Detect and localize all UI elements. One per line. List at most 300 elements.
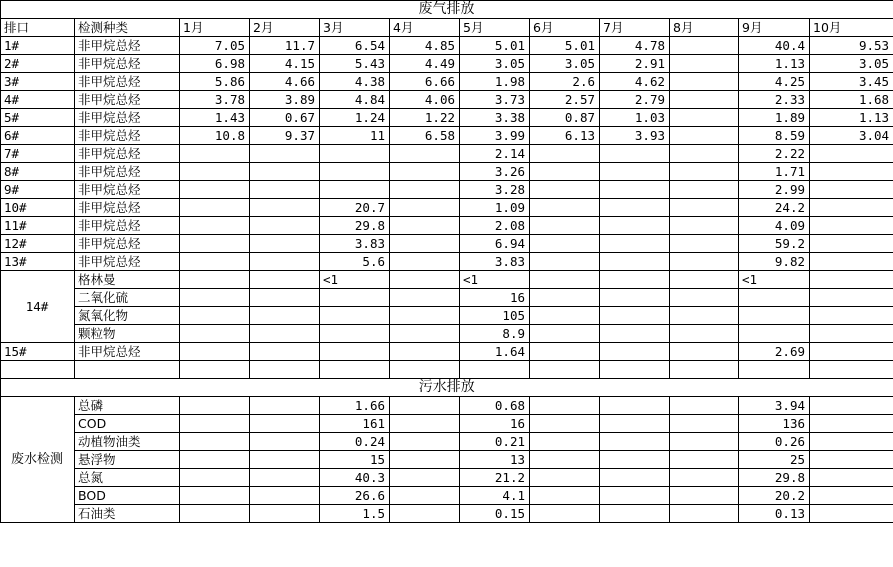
value-cell[interactable]	[530, 199, 600, 217]
value-cell[interactable]: 1.03	[600, 109, 670, 127]
value-cell[interactable]	[180, 343, 250, 361]
value-cell[interactable]: 1.13	[810, 109, 893, 127]
value-cell[interactable]	[180, 181, 250, 199]
value-cell[interactable]	[810, 433, 893, 451]
value-cell[interactable]: 1.43	[180, 109, 250, 127]
value-cell[interactable]	[530, 469, 600, 487]
value-cell[interactable]: 4.84	[320, 91, 390, 109]
value-cell[interactable]	[530, 145, 600, 163]
value-cell[interactable]: 161	[320, 415, 390, 433]
value-cell[interactable]	[180, 271, 250, 289]
value-cell[interactable]: 40.4	[739, 37, 810, 55]
value-cell[interactable]: 6.94	[460, 235, 530, 253]
type-cell[interactable]: 非甲烷总烃	[75, 343, 180, 361]
column-header[interactable]: 9月	[739, 19, 810, 37]
value-cell[interactable]	[180, 397, 250, 415]
value-cell[interactable]: 11.7	[250, 37, 320, 55]
value-cell[interactable]: 0.26	[739, 433, 810, 451]
value-cell[interactable]	[180, 469, 250, 487]
type-cell[interactable]: 非甲烷总烃	[75, 37, 180, 55]
value-cell[interactable]: 5.6	[320, 253, 390, 271]
value-cell[interactable]	[390, 199, 460, 217]
value-cell[interactable]: 3.45	[810, 73, 893, 91]
value-cell[interactable]: 0.68	[460, 397, 530, 415]
value-cell[interactable]: 11	[320, 127, 390, 145]
value-cell[interactable]: 29.8	[320, 217, 390, 235]
value-cell[interactable]	[530, 217, 600, 235]
value-cell[interactable]: <1	[460, 271, 530, 289]
value-cell[interactable]: <1	[739, 271, 810, 289]
value-cell[interactable]: 1.22	[390, 109, 460, 127]
value-cell[interactable]	[600, 235, 670, 253]
value-cell[interactable]	[670, 55, 739, 73]
value-cell[interactable]	[320, 343, 390, 361]
value-cell[interactable]	[670, 217, 739, 235]
type-cell[interactable]: BOD	[75, 487, 180, 505]
value-cell[interactable]: 29.8	[739, 469, 810, 487]
value-cell[interactable]	[250, 199, 320, 217]
value-cell[interactable]: 9.37	[250, 127, 320, 145]
value-cell[interactable]: 1.5	[320, 505, 390, 523]
value-cell[interactable]	[810, 145, 893, 163]
value-cell[interactable]	[180, 199, 250, 217]
value-cell[interactable]	[670, 181, 739, 199]
value-cell[interactable]: 15	[320, 451, 390, 469]
value-cell[interactable]: 3.73	[460, 91, 530, 109]
value-cell[interactable]	[810, 325, 893, 343]
value-cell[interactable]	[250, 505, 320, 523]
value-cell[interactable]	[670, 199, 739, 217]
value-cell[interactable]	[600, 343, 670, 361]
empty-cell[interactable]	[530, 361, 600, 379]
value-cell[interactable]	[250, 487, 320, 505]
outlet-cell[interactable]: 6#	[1, 127, 75, 145]
value-cell[interactable]	[739, 289, 810, 307]
value-cell[interactable]: 5.01	[460, 37, 530, 55]
waste-water-title[interactable]: 污水排放	[1, 379, 893, 397]
empty-cell[interactable]	[180, 361, 250, 379]
value-cell[interactable]	[600, 397, 670, 415]
type-cell[interactable]: 非甲烷总烃	[75, 235, 180, 253]
value-cell[interactable]	[600, 145, 670, 163]
column-header[interactable]: 7月	[600, 19, 670, 37]
column-header[interactable]: 10月	[810, 19, 893, 37]
value-cell[interactable]: 2.99	[739, 181, 810, 199]
value-cell[interactable]: 1.24	[320, 109, 390, 127]
value-cell[interactable]	[530, 505, 600, 523]
value-cell[interactable]	[810, 271, 893, 289]
value-cell[interactable]	[600, 469, 670, 487]
value-cell[interactable]: 3.05	[460, 55, 530, 73]
value-cell[interactable]	[250, 415, 320, 433]
value-cell[interactable]: 20.7	[320, 199, 390, 217]
value-cell[interactable]: 26.6	[320, 487, 390, 505]
value-cell[interactable]	[670, 343, 739, 361]
outlet-cell[interactable]: 11#	[1, 217, 75, 235]
empty-cell[interactable]	[250, 361, 320, 379]
type-cell[interactable]: 非甲烷总烃	[75, 199, 180, 217]
value-cell[interactable]	[530, 433, 600, 451]
column-header[interactable]: 检测种类	[75, 19, 180, 37]
value-cell[interactable]: 1.71	[739, 163, 810, 181]
value-cell[interactable]	[390, 397, 460, 415]
type-cell[interactable]: 非甲烷总烃	[75, 127, 180, 145]
value-cell[interactable]	[739, 325, 810, 343]
empty-cell[interactable]	[460, 361, 530, 379]
empty-cell[interactable]	[390, 361, 460, 379]
value-cell[interactable]: 20.2	[739, 487, 810, 505]
value-cell[interactable]: 4.06	[390, 91, 460, 109]
value-cell[interactable]: 5.43	[320, 55, 390, 73]
value-cell[interactable]	[250, 145, 320, 163]
outlet-cell[interactable]: 8#	[1, 163, 75, 181]
value-cell[interactable]: 4.1	[460, 487, 530, 505]
value-cell[interactable]: 3.89	[250, 91, 320, 109]
value-cell[interactable]: 5.86	[180, 73, 250, 91]
value-cell[interactable]	[320, 145, 390, 163]
value-cell[interactable]	[390, 433, 460, 451]
type-cell[interactable]: 非甲烷总烃	[75, 73, 180, 91]
outlet-cell[interactable]: 2#	[1, 55, 75, 73]
value-cell[interactable]	[670, 415, 739, 433]
value-cell[interactable]	[810, 253, 893, 271]
column-header[interactable]: 排口	[1, 19, 75, 37]
outlet-cell[interactable]: 3#	[1, 73, 75, 91]
value-cell[interactable]: 3.05	[530, 55, 600, 73]
value-cell[interactable]: 5.01	[530, 37, 600, 55]
value-cell[interactable]	[390, 343, 460, 361]
type-cell[interactable]: 动植物油类	[75, 433, 180, 451]
value-cell[interactable]	[600, 451, 670, 469]
type-cell[interactable]: 氮氧化物	[75, 307, 180, 325]
value-cell[interactable]	[180, 505, 250, 523]
outlet-cell[interactable]: 7#	[1, 145, 75, 163]
value-cell[interactable]: 21.2	[460, 469, 530, 487]
value-cell[interactable]	[530, 253, 600, 271]
value-cell[interactable]: 6.13	[530, 127, 600, 145]
empty-cell[interactable]	[670, 361, 739, 379]
value-cell[interactable]: 3.83	[460, 253, 530, 271]
value-cell[interactable]: 40.3	[320, 469, 390, 487]
value-cell[interactable]	[250, 307, 320, 325]
type-cell[interactable]: 非甲烷总烃	[75, 181, 180, 199]
empty-cell[interactable]	[75, 361, 180, 379]
type-cell[interactable]: 非甲烷总烃	[75, 109, 180, 127]
column-header[interactable]: 4月	[390, 19, 460, 37]
value-cell[interactable]	[600, 415, 670, 433]
type-cell[interactable]: 石油类	[75, 505, 180, 523]
outlet-cell[interactable]: 1#	[1, 37, 75, 55]
outlet-cell[interactable]: 4#	[1, 91, 75, 109]
value-cell[interactable]	[390, 451, 460, 469]
value-cell[interactable]: 0.21	[460, 433, 530, 451]
value-cell[interactable]	[250, 289, 320, 307]
type-cell[interactable]: 总氮	[75, 469, 180, 487]
value-cell[interactable]	[600, 253, 670, 271]
value-cell[interactable]: 9.53	[810, 37, 893, 55]
value-cell[interactable]	[390, 145, 460, 163]
type-cell[interactable]: 二氧化硫	[75, 289, 180, 307]
value-cell[interactable]: 8.9	[460, 325, 530, 343]
value-cell[interactable]	[250, 469, 320, 487]
value-cell[interactable]: 59.2	[739, 235, 810, 253]
value-cell[interactable]	[670, 73, 739, 91]
value-cell[interactable]: 0.24	[320, 433, 390, 451]
value-cell[interactable]: 0.15	[460, 505, 530, 523]
value-cell[interactable]	[320, 163, 390, 181]
value-cell[interactable]: 1.09	[460, 199, 530, 217]
value-cell[interactable]	[180, 325, 250, 343]
value-cell[interactable]: 2.69	[739, 343, 810, 361]
value-cell[interactable]	[670, 289, 739, 307]
value-cell[interactable]: 2.08	[460, 217, 530, 235]
value-cell[interactable]: 3.99	[460, 127, 530, 145]
value-cell[interactable]	[530, 415, 600, 433]
value-cell[interactable]	[810, 469, 893, 487]
value-cell[interactable]	[180, 433, 250, 451]
value-cell[interactable]	[320, 289, 390, 307]
value-cell[interactable]: 24.2	[739, 199, 810, 217]
value-cell[interactable]: 4.62	[600, 73, 670, 91]
value-cell[interactable]	[390, 469, 460, 487]
value-cell[interactable]	[600, 307, 670, 325]
value-cell[interactable]: 105	[460, 307, 530, 325]
empty-cell[interactable]	[810, 361, 893, 379]
value-cell[interactable]	[250, 217, 320, 235]
value-cell[interactable]	[250, 163, 320, 181]
outlet-cell[interactable]: 5#	[1, 109, 75, 127]
value-cell[interactable]: 1.13	[739, 55, 810, 73]
value-cell[interactable]	[390, 487, 460, 505]
value-cell[interactable]: 1.64	[460, 343, 530, 361]
outlet-cell[interactable]: 10#	[1, 199, 75, 217]
value-cell[interactable]: 13	[460, 451, 530, 469]
value-cell[interactable]	[810, 505, 893, 523]
value-cell[interactable]: 136	[739, 415, 810, 433]
value-cell[interactable]	[180, 487, 250, 505]
value-cell[interactable]	[670, 397, 739, 415]
value-cell[interactable]	[250, 271, 320, 289]
value-cell[interactable]	[600, 271, 670, 289]
value-cell[interactable]	[670, 433, 739, 451]
outlet-cell[interactable]: 12#	[1, 235, 75, 253]
waste-water-group-label[interactable]: 废水检测	[1, 397, 75, 523]
value-cell[interactable]	[530, 163, 600, 181]
value-cell[interactable]: 6.54	[320, 37, 390, 55]
value-cell[interactable]	[390, 217, 460, 235]
column-header[interactable]: 8月	[670, 19, 739, 37]
value-cell[interactable]	[320, 181, 390, 199]
value-cell[interactable]	[390, 163, 460, 181]
value-cell[interactable]	[670, 307, 739, 325]
value-cell[interactable]	[670, 127, 739, 145]
value-cell[interactable]	[530, 181, 600, 199]
value-cell[interactable]: 1.68	[810, 91, 893, 109]
value-cell[interactable]	[530, 487, 600, 505]
type-cell[interactable]: 非甲烷总烃	[75, 163, 180, 181]
value-cell[interactable]: 2.57	[530, 91, 600, 109]
value-cell[interactable]	[180, 289, 250, 307]
outlet-cell[interactable]: 13#	[1, 253, 75, 271]
value-cell[interactable]: 2.6	[530, 73, 600, 91]
value-cell[interactable]: 2.33	[739, 91, 810, 109]
value-cell[interactable]	[600, 505, 670, 523]
value-cell[interactable]	[670, 271, 739, 289]
value-cell[interactable]	[180, 145, 250, 163]
value-cell[interactable]	[530, 307, 600, 325]
value-cell[interactable]: 2.91	[600, 55, 670, 73]
value-cell[interactable]	[530, 235, 600, 253]
value-cell[interactable]: 3.78	[180, 91, 250, 109]
value-cell[interactable]	[670, 325, 739, 343]
value-cell[interactable]	[390, 289, 460, 307]
value-cell[interactable]	[250, 343, 320, 361]
value-cell[interactable]	[390, 415, 460, 433]
value-cell[interactable]	[320, 307, 390, 325]
value-cell[interactable]	[530, 451, 600, 469]
value-cell[interactable]: 2.79	[600, 91, 670, 109]
value-cell[interactable]	[670, 505, 739, 523]
value-cell[interactable]: 9.82	[739, 253, 810, 271]
type-cell[interactable]: 非甲烷总烃	[75, 253, 180, 271]
value-cell[interactable]: 4.66	[250, 73, 320, 91]
value-cell[interactable]: 8.59	[739, 127, 810, 145]
value-cell[interactable]	[670, 253, 739, 271]
type-cell[interactable]: 格林曼	[75, 271, 180, 289]
value-cell[interactable]: 2.14	[460, 145, 530, 163]
value-cell[interactable]	[180, 451, 250, 469]
value-cell[interactable]	[810, 397, 893, 415]
value-cell[interactable]	[390, 253, 460, 271]
value-cell[interactable]	[180, 415, 250, 433]
value-cell[interactable]: 0.67	[250, 109, 320, 127]
value-cell[interactable]	[530, 289, 600, 307]
type-cell[interactable]: 非甲烷总烃	[75, 55, 180, 73]
value-cell[interactable]	[180, 307, 250, 325]
type-cell[interactable]: 颗粒物	[75, 325, 180, 343]
empty-cell[interactable]	[739, 361, 810, 379]
type-cell[interactable]: 非甲烷总烃	[75, 145, 180, 163]
value-cell[interactable]	[530, 343, 600, 361]
column-header[interactable]: 5月	[460, 19, 530, 37]
value-cell[interactable]: 3.26	[460, 163, 530, 181]
empty-cell[interactable]	[600, 361, 670, 379]
value-cell[interactable]: 16	[460, 289, 530, 307]
value-cell[interactable]	[670, 451, 739, 469]
value-cell[interactable]	[670, 91, 739, 109]
value-cell[interactable]	[390, 325, 460, 343]
column-header[interactable]: 2月	[250, 19, 320, 37]
type-cell[interactable]: 悬浮物	[75, 451, 180, 469]
value-cell[interactable]	[250, 451, 320, 469]
value-cell[interactable]	[600, 289, 670, 307]
value-cell[interactable]	[670, 235, 739, 253]
value-cell[interactable]	[600, 199, 670, 217]
value-cell[interactable]	[739, 307, 810, 325]
value-cell[interactable]	[600, 487, 670, 505]
value-cell[interactable]	[530, 397, 600, 415]
value-cell[interactable]: 4.49	[390, 55, 460, 73]
value-cell[interactable]	[810, 181, 893, 199]
value-cell[interactable]: 7.05	[180, 37, 250, 55]
empty-cell[interactable]	[1, 361, 75, 379]
value-cell[interactable]: 6.66	[390, 73, 460, 91]
value-cell[interactable]	[180, 163, 250, 181]
value-cell[interactable]: 25	[739, 451, 810, 469]
value-cell[interactable]	[390, 181, 460, 199]
value-cell[interactable]	[600, 433, 670, 451]
type-cell[interactable]: 非甲烷总烃	[75, 91, 180, 109]
column-header[interactable]: 3月	[320, 19, 390, 37]
value-cell[interactable]: 1.98	[460, 73, 530, 91]
value-cell[interactable]: 3.05	[810, 55, 893, 73]
value-cell[interactable]	[250, 235, 320, 253]
value-cell[interactable]: 1.66	[320, 397, 390, 415]
type-cell[interactable]: 非甲烷总烃	[75, 217, 180, 235]
value-cell[interactable]	[390, 505, 460, 523]
value-cell[interactable]: 3.28	[460, 181, 530, 199]
value-cell[interactable]	[390, 235, 460, 253]
value-cell[interactable]	[670, 145, 739, 163]
value-cell[interactable]: 4.25	[739, 73, 810, 91]
value-cell[interactable]	[390, 271, 460, 289]
column-header[interactable]: 1月	[180, 19, 250, 37]
waste-gas-title[interactable]: 废气排放	[1, 1, 893, 19]
value-cell[interactable]	[250, 325, 320, 343]
value-cell[interactable]	[320, 325, 390, 343]
value-cell[interactable]	[600, 325, 670, 343]
value-cell[interactable]	[670, 163, 739, 181]
value-cell[interactable]	[600, 217, 670, 235]
value-cell[interactable]	[810, 235, 893, 253]
outlet-cell[interactable]: 9#	[1, 181, 75, 199]
value-cell[interactable]	[250, 397, 320, 415]
value-cell[interactable]	[670, 109, 739, 127]
column-header[interactable]: 6月	[530, 19, 600, 37]
value-cell[interactable]: 4.38	[320, 73, 390, 91]
outlet-cell[interactable]: 15#	[1, 343, 75, 361]
value-cell[interactable]	[810, 217, 893, 235]
value-cell[interactable]	[250, 181, 320, 199]
value-cell[interactable]	[810, 307, 893, 325]
value-cell[interactable]	[390, 307, 460, 325]
value-cell[interactable]: 6.58	[390, 127, 460, 145]
value-cell[interactable]	[600, 181, 670, 199]
value-cell[interactable]	[810, 199, 893, 217]
value-cell[interactable]	[670, 37, 739, 55]
value-cell[interactable]: 0.13	[739, 505, 810, 523]
outlet-cell-merged[interactable]: 14#	[1, 271, 75, 343]
value-cell[interactable]	[810, 343, 893, 361]
value-cell[interactable]	[250, 253, 320, 271]
value-cell[interactable]	[180, 235, 250, 253]
value-cell[interactable]: 3.93	[600, 127, 670, 145]
value-cell[interactable]: 4.15	[250, 55, 320, 73]
value-cell[interactable]	[810, 415, 893, 433]
value-cell[interactable]	[810, 163, 893, 181]
value-cell[interactable]	[810, 289, 893, 307]
value-cell[interactable]: 10.8	[180, 127, 250, 145]
value-cell[interactable]	[530, 271, 600, 289]
value-cell[interactable]: 3.94	[739, 397, 810, 415]
value-cell[interactable]: 2.22	[739, 145, 810, 163]
value-cell[interactable]	[810, 487, 893, 505]
value-cell[interactable]: 0.87	[530, 109, 600, 127]
value-cell[interactable]: 4.78	[600, 37, 670, 55]
value-cell[interactable]: <1	[320, 271, 390, 289]
value-cell[interactable]: 1.89	[739, 109, 810, 127]
value-cell[interactable]: 16	[460, 415, 530, 433]
